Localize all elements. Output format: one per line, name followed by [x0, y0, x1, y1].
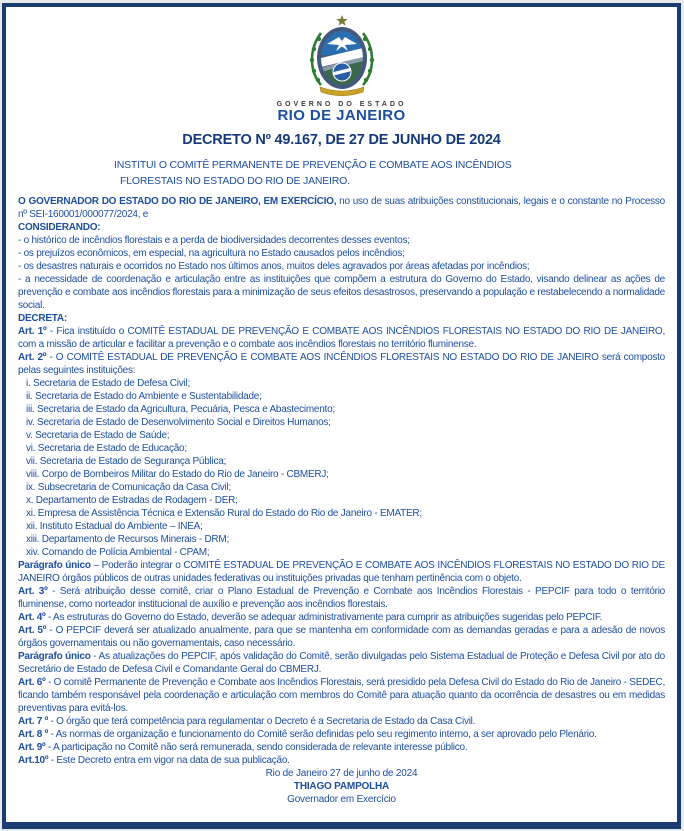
- paragraph-lead: O GOVERNADOR DO ESTADO DO RIO DE JANEIRO, EM EXERCÍCIO,: [18, 196, 337, 207]
- decree-paragraph: Art.10º - Este Decreto entra em vigor na data de sua publicação.: [18, 755, 290, 766]
- committee-member-item: iii. Secretaria de Estado da Agricultura, Pecuária, Pesca e Abastecimento;: [26, 404, 335, 415]
- decree-title: DECRETO Nº 49.167, DE 27 DE JUNHO DE 2024: [182, 132, 501, 148]
- paragraph-lead: Art. 2º: [18, 352, 47, 363]
- committee-member-item: xiv. Comando de Polícia Ambiental - CPAM;: [26, 547, 210, 558]
- decree-paragraph: - os desastres naturais e ocorridos no Estado nos últimos anos, muitos deles agravados por áreas afetadas por incêndios;: [18, 261, 530, 272]
- decree-paragraph: Art. 1º - Fica instituído o COMITÊ ESTADUAL DE PREVENÇÃO E COMBATE AOS INCÊNDIOS FLORESTAIS NO ESTADO DO RIO DE JANEIRO, com a missão de articular e facilitar a prevenção e o combate aos incêndios florestais no território fluminense.: [18, 326, 665, 350]
- committee-member-item: i. Secretaria de Estado de Defesa Civil;: [26, 378, 190, 389]
- decree-paragraph: Art. 3º - Será atribuição desse comitê, criar o Plano Estadual de Prevenção e Combate aos Incêndios Florestais - PEPCIF para todo o território fluminense, como norteador institucional de auxílio e prevenção aos incêndios florestais.: [18, 586, 665, 610]
- committee-member-item: v. Secretaria de Estado de Saúde;: [26, 430, 170, 441]
- decree-paragraph: - o histórico de incêndios florestais e a perda de biodiversidades decorrentes desses eventos;: [18, 235, 410, 246]
- committee-member-item: xii. Instituto Estadual do Ambiente – INEA;: [26, 521, 203, 532]
- government-caption: GOVERNO DO ESTADO: [276, 101, 407, 108]
- paragraph-lead: Art. 1º: [18, 326, 47, 337]
- decree-paragraph: Art. 6º - O comitê Permanente de Prevenção e Combate aos Incêndios Florestais, será presidido pela Defesa Civil do Estado do Rio de Janeiro - SEDEC, ficando também responsável pela coordenação e articulação com membros do Comitê para atuação quanto da ocorrência de desastres ou em medidas preventivas para evitá-los.: [18, 677, 666, 714]
- paragraph-lead: Art. 6º: [18, 677, 46, 688]
- decree-paragraph: Art. 8 º - As normas de organização e funcionamento do Comitê serão definidas pelo seu regimento interno, a ser aprovado pelo Plenário.: [18, 729, 597, 740]
- committee-member-item: x. Departamento de Estradas de Rodagem - DER;: [26, 495, 238, 506]
- decree-summary: [114, 158, 574, 189]
- paragraph-lead: Parágrafo único: [18, 560, 91, 571]
- decree-paragraph: Art. 2º - O COMITÊ ESTADUAL DE PREVENÇÃO E COMBATE AOS INCÊNDIOS FLORESTAIS NO ESTADO DO RIO DE JANEIRO será composto pelas seguintes instituições:: [18, 352, 665, 376]
- decree-sheet: [2, 3, 681, 829]
- decree-paragraph: Art. 7 º - O órgão que terá competência para regulamentar o Decreto é a Secretaria de Estado da Casa Civil.: [18, 716, 476, 727]
- paragraph-lead: Art. 4º: [18, 612, 46, 623]
- paragraph-lead: Art. 7 º: [18, 716, 48, 727]
- committee-member-item: xi. Empresa de Assistência Técnica e Extensão Rural do Estado do Rio de Janeiro - EMATER;: [26, 508, 422, 519]
- document-body: [18, 195, 665, 767]
- paragraph-lead: CONSIDERANDO:: [18, 222, 101, 233]
- decree-paragraph: - a necessidade de coordenação e articulação entre as instituições que compõem a estrutura do Governo do Estado, visando delinear as ações de prevenção e combate aos incêndios florestais para a minimização de seus efeitos desastrosos, preservando a população e restabelecendo a normalidade social.: [18, 274, 665, 311]
- paragraph-lead: Art. 9º: [18, 742, 46, 753]
- committee-member-item: viii. Corpo de Bombeiros Militar do Estado do Rio de Janeiro - CBMERJ;: [26, 469, 329, 480]
- decree-paragraph: [18, 221, 665, 234]
- paragraph-lead: Art. 8 º: [18, 729, 48, 740]
- decree-paragraph: Art. 9º - A participação no Comitê não será remunerada, sendo considerada de relevante interesse público.: [18, 742, 468, 753]
- paragraph-lead: Art. 5º: [18, 625, 47, 636]
- decree-paragraph: Art. 5º - O PEPCIF deverá ser atualizado anualmente, para que se mantenha em conformidade com as demandas geradas e para a adesão de novos órgãos governamentais ou não governamentais, caso necessário.: [18, 625, 665, 649]
- dateline: Rio de Janeiro 27 de junho de 2024: [265, 768, 418, 779]
- signature-role: Governador em Exercício: [287, 794, 396, 805]
- state-coat-of-arms: [18, 13, 665, 99]
- paragraph-lead: Art. 3º: [18, 586, 48, 597]
- decree-paragraph: Art. 4º - As estruturas do Governo do Estado, deverão se adequar administrativamente para cumprir as atribuições sugeridas pelo PEPCIF.: [18, 612, 603, 623]
- decree-paragraph: O GOVERNADOR DO ESTADO DO RIO DE JANEIRO, EM EXERCÍCIO, no uso de suas atribuições constitucionais, legais e o constante no Processo nº SEI-160001/000077/2024, e: [18, 196, 665, 220]
- committee-member-item: iv. Secretaria de Estado de Desenvolvimento Social e Direitos Humanos;: [26, 417, 331, 428]
- decree-summary-line: INSTITUI O COMITÊ PERMANENTE DE PREVENÇÃO E COMBATE AOS INCÊNDIOS: [114, 159, 512, 171]
- signature-name: THIAGO PAMPOLHA: [293, 781, 390, 792]
- committee-member-item: vi. Secretaria de Estado de Educação;: [26, 443, 187, 454]
- decree-paragraph: Parágrafo único – Poderão integrar o COMITÊ ESTADUAL DE PREVENÇÃO E COMBATE AOS INCÊNDIOS FLORESTAIS NO ESTADO DO RIO DE JANEIRO órgãos públicos de outras unidades federativas ou instituições privadas que tenham pertinência com o objeto.: [18, 560, 665, 584]
- state-name: RIO DE JANEIRO: [277, 107, 406, 124]
- decree-paragraph: Parágrafo único - As atualizações do PEPCIF, após validação do Comitê, serão divulgadas pelo Sistema Estadual de Proteção e Defesa Civil por ato do Secretário de Estado de Defesa Civil e Comandante Geral do CBMERJ.: [18, 651, 665, 675]
- paragraph-lead: Parágrafo único: [18, 651, 91, 662]
- committee-member-item: vii. Secretaria de Estado de Segurança Pública;: [26, 456, 227, 467]
- rio-coat-of-arms-icon: [290, 13, 394, 99]
- paragraph-lead: DECRETA:: [18, 313, 67, 324]
- committee-member-item: xiii. Departamento de Recursos Minerais - DRM;: [26, 534, 230, 545]
- committee-member-item: ii. Secretaria de Estado do Ambiente e Sustentabilidade;: [26, 391, 262, 402]
- paragraph-lead: Art.10º: [18, 755, 49, 766]
- decree-paragraph: [18, 312, 665, 325]
- committee-member-item: ix. Subsecretaria de Comunicação da Casa Civil;: [26, 482, 232, 493]
- decree-summary-line: FLORESTAIS NO ESTADO DO RIO DE JANEIRO.: [120, 174, 350, 187]
- decree-paragraph: - os prejuízos econômicos, em especial, na agricultura no Estado causados pelos incêndios;: [18, 248, 405, 259]
